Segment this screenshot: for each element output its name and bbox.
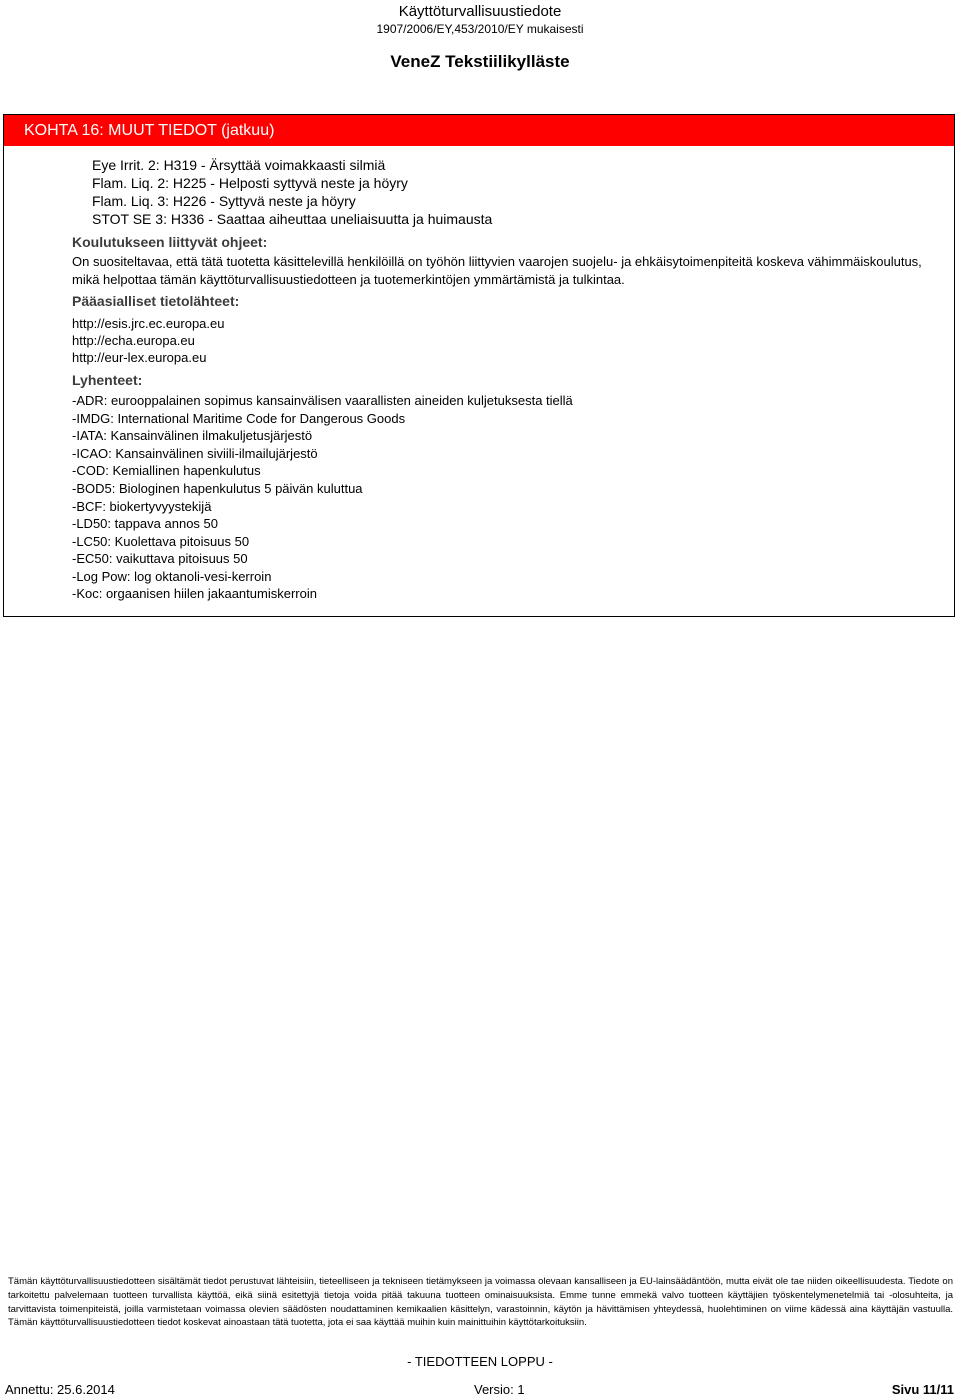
abbreviation-item: -LD50: tappava annos 50 bbox=[72, 516, 218, 531]
abbreviation-item: -LC50: Kuolettava pitoisuus 50 bbox=[72, 534, 250, 549]
hazard-statement: Flam. Liq. 2: H225 - Helposti syttyvä neste ja höyry bbox=[92, 175, 408, 191]
abbreviation-item: -BCF: biokertyvyystekijä bbox=[72, 499, 212, 514]
issue-date: Annettu: 25.6.2014 bbox=[5, 1382, 115, 1397]
abbreviation-item: -COD: Kemiallinen hapenkulutus bbox=[72, 463, 261, 478]
page-number: Sivu 11/11 bbox=[891, 1382, 954, 1397]
product-name: VeneZ Tekstiilikylläste bbox=[390, 52, 570, 71]
document-end-marker: - TIEDOTTEEN LOPPU - bbox=[407, 1354, 553, 1369]
hazard-statement: STOT SE 3: H336 - Saattaa aiheuttaa uneliaisuutta ja huimausta bbox=[92, 211, 493, 227]
source-link[interactable]: http://esis.jrc.ec.europa.eu bbox=[72, 316, 225, 331]
abbreviation-item: -EC50: vaikuttava pitoisuus 50 bbox=[72, 551, 248, 566]
training-heading: Koulutukseen liittyvät ohjeet: bbox=[72, 234, 268, 250]
section-title-bar: KOHTA 16: MUUT TIEDOT (jatkuu) bbox=[4, 115, 954, 146]
abbreviation-item: -ADR: eurooppalainen sopimus kansainvälisen vaarallisten aineiden kuljetuksesta tiellä bbox=[72, 393, 573, 408]
hazard-statement: Flam. Liq. 3: H226 - Syttyvä neste ja höyry bbox=[92, 193, 356, 209]
legal-disclaimer: Tämän käyttöturvallisuustiedotteen sisältämät tiedot perustuvat lähteisiin, tieteelliseen ja tekniseen tietämykseen ja voimassa olevaan kansalliseen ja EU-lainsäädäntöön, mutta eivät ole tae niiden oikeellisuudesta. Tiedote on tarkoitettu palvelemaan tuotteen turvallista käyttöä, eikä siinä esitettyjä tietoja voida pitää takuuna tuotteen ominaisuuksista. Emme tunne emmekä valvo tuotteen käyttäjien työskentelymenetelmiä tai -olosuhteita, ja tarvittavista toimenpiteistä, joilla varmistetaan voimassa olevien säädösten noudattaminen kemikaalien käsittelyn, varastoinnin, käytön ja hävittämisen yhteydessä, huolehtiminen on viime kädessä aina käyttäjän vastuulla. Tämän käyttöturvallisuustiedotteen tiedot koskevat ainoastaan tätä tuotetta, jota ei saa käyttää muihin kuin mainittuihin käyttötarkoituksiin. bbox=[8, 1276, 953, 1329]
abbreviation-item: -IMDG: International Maritime Code for Dangerous Goods bbox=[72, 411, 406, 426]
source-link[interactable]: http://echa.europa.eu bbox=[72, 333, 195, 348]
abbreviation-item: -ICAO: Kansainvälinen siviili-ilmailujärjestö bbox=[72, 446, 318, 461]
section-16-frame bbox=[3, 114, 955, 617]
hazard-statement: Eye Irrit. 2: H319 - Ärsyttää voimakkaasti silmiä bbox=[92, 157, 386, 173]
training-text: On suositeltavaa, että tätä tuotetta käsittelevillä henkilöillä on työhön liittyvien vaarojen suojelu- ja ehkäisytoimenpiteitä koskeva vähimmäiskoulutus, mikä helpottaa tämän käyttöturvallisuustiedotteen ja tuotemerkintöjen ymmärtämistä ja tulkintaa. bbox=[72, 254, 922, 287]
abbreviations-heading: Lyhenteet: bbox=[72, 372, 143, 388]
sources-heading: Pääasialliset tietolähteet: bbox=[72, 293, 240, 309]
regulation-reference: 1907/2006/EY,453/2010/EY mukaisesti bbox=[376, 22, 584, 36]
abbreviation-item: -Koc: orgaanisen hiilen jakaantumiskerroin bbox=[72, 586, 317, 601]
version-number: Versio: 1 bbox=[474, 1382, 525, 1397]
abbreviation-item: -Log Pow: log oktanoli-vesi-kerroin bbox=[72, 569, 272, 584]
source-link[interactable]: http://eur-lex.europa.eu bbox=[72, 350, 207, 365]
abbreviation-item: -BOD5: Biologinen hapenkulutus 5 päivän kuluttua bbox=[72, 481, 363, 496]
abbreviation-item: -IATA: Kansainvälinen ilmakuljetusjärjestö bbox=[72, 428, 313, 443]
document-title: Käyttöturvallisuustiedote bbox=[398, 3, 562, 20]
